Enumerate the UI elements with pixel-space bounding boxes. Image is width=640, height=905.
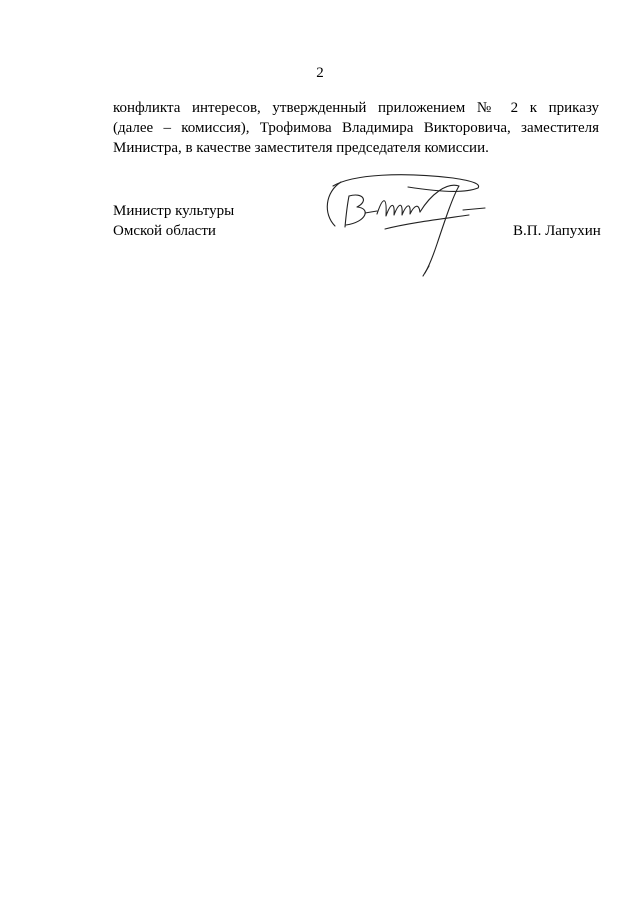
signer-name: В.П. Лапухин [513, 223, 601, 239]
body-line: конфликта интересов, утвержденный приложением № 2 к приказу [113, 100, 599, 116]
page-number: 2 [316, 65, 324, 81]
signer-position-region: Омской области [113, 223, 216, 239]
signer-position [113, 201, 234, 241]
body-line: Министра, в качестве заместителя председателя комиссии. [113, 140, 489, 156]
body-paragraph [113, 98, 599, 158]
signer-position-title: Министр культуры [113, 203, 235, 219]
signature-block [113, 201, 603, 291]
handwritten-signature [313, 174, 513, 284]
body-line: (далее – комиссия), Трофимова Владимира Викторовича, заместителя [113, 120, 599, 136]
